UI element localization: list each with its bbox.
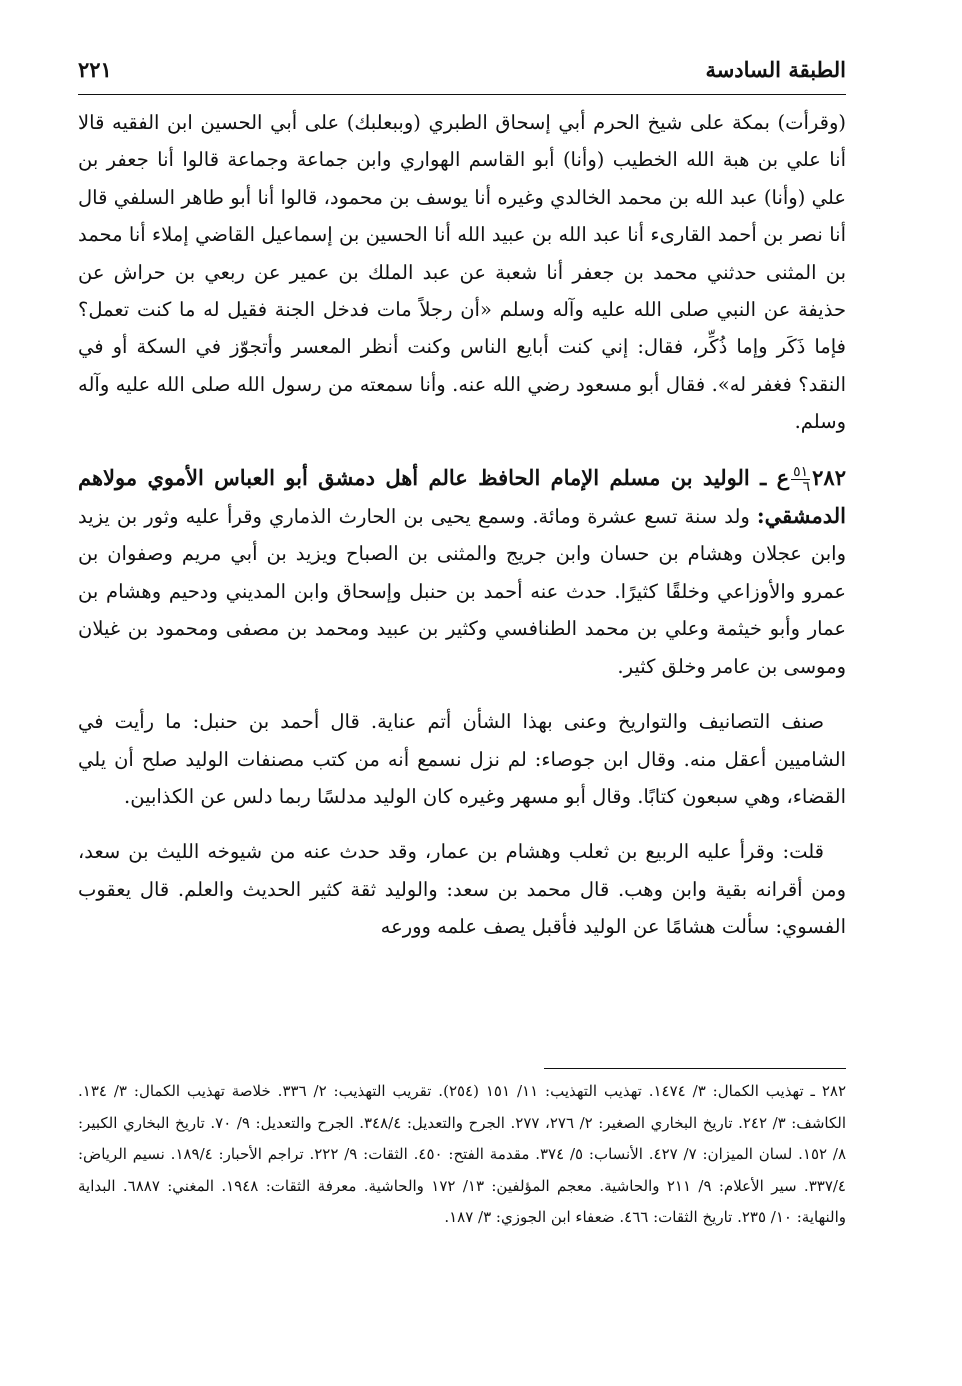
- footnote: [78, 1076, 846, 1234]
- paragraph-entry: [78, 459, 846, 685]
- footnote-divider: [544, 1068, 846, 1069]
- entry-fraction: [791, 465, 810, 494]
- paragraph-works: صنف التصانيف والتواريخ وعنى بهذا الشأن أتم عناية. قال أحمد بن حنبل: ما رأيت في الشاميين أعقل منه. وقال ابن جوصاء: لم نزل نسمع أنه من كتب مصنفات الوليد صلح أن يلي القضاء، وهي سبعون كتابًا. وقال أبو مسهر وغيره كان الوليد مدلسًا ربما دلس عن الكذابين.: [78, 710, 846, 808]
- running-title: الطبقة السادسة: [705, 57, 846, 82]
- entry-text: ولد سنة تسع عشرة ومائة. وسمع يحيى بن الحارث الذماري وقرأ عليه وثور بن يزيد وابن عجلان وهشام بن حسان وابن جريج والمثنى بن الصباح ويزيد بن أبي مريم وصفوان بن عمرو والأوزاعي وخلقًا كثيرًا. حدث عنه أحمد بن حنبل وإسحاق وابن المديني ودحيم وهشام بن عمار وأبو خيثمة وعلي بن محمد الطنافسي وكثير بن عبيد ومحمد بن مصفى ومحمود بن غيلان وموسى بن عامر وخلق كثير.: [78, 505, 846, 678]
- paragraph-note: قلت: وقرأ عليه الربيع بن ثعلب وهشام بن عمار، وقد حدث عنه من شيوخه الليث بن سعد، ومن أقرانه بقية وابن وهب. قال محمد بن سعد: والوليد ثقة كثير الحديث والعلم. قال يعقوب الفسوي: سألت هشامًا عن الوليد فأقبل يصف علمه وورعه: [78, 840, 846, 939]
- footnote-text: ٢٨٢ ـ تهذيب الكمال: ٣/ ١٤٧٤. تهذيب التهذيب: ١١/ ١٥١ (٢٥٤). تقريب التهذيب: ٢/ ٣٣٦. خلاصة تهذيب الكمال: ٣/ ١٣٤. الكاشف: ٣/ ٢٤٢. تاريخ البخاري الصغير: ٢/ ٢٧٦، ٢٧٧. الجرح والتعديل: ٣٤٨/٤. الجرح والتعديل: ٩/ ٧٠. تاريخ البخاري الكبير: ٨/ ١٥٢. لسان الميزان: ٧/ ٤٢٧. الأنساب: ٥/ ٣٧٤. مقدمة الفتح: ٤٥٠. الثقات: ٩/ ٢٢٢. تراجم الأحبار: ١٨٩/٤. نسيم الرياض: ٣٣٧/٤. سير الأعلام: ٩/ ٢١١ والحاشية. معجم المؤلفين: ١٣/ ١٧٢ والحاشية. معرفة الثقات: ١٩٤٨. المغني: ٦٨٨٧. البداية والنهاية: ١٠/ ٢٣٥. تاريخ الثقات: ٤٦٦. ضعفاء ابن الجوزي: ٣/ ١٨٧.: [78, 1082, 847, 1227]
- page-number: ٢٢١: [78, 57, 112, 82]
- fraction-numerator: ٥١: [793, 463, 809, 480]
- entry-heading: ع ـ الوليد بن مسلم الإمام الحافظ عالم أهل دمشق أبو العباس الأموي مولاهم الدمشقي:: [78, 464, 846, 529]
- main-text: [78, 104, 846, 964]
- paragraph-isnad: (وقرأت) بمكة على شيخ الحرم أبي إسحاق الطبري (وببعلبك) على أبي الحسين ابن الفقيه قالا أنا علي بن هبة الله الخطيب (وأنا) أبو القاسم الهواري وابن جماعة وجماعة قالوا أنا جعفر بن علي (وأنا) عبد الله بن محمد الخالدي وغيره أنا يوسف بن محمود، قالوا أنا أبو طاهر السلفي قال أنا نصر بن أحمد القارىء أنا عبد الله بن عبيد الله أنا الحسين بن إسماعيل القاضي إملاء أنا محمد بن المثنى حدثني محمد بن جعفر أنا شعبة عن عبد الملك بن عمير عن ربعي بن حراش عن حذيفة عن النبي صلى الله عليه وآله وسلم «أن رجلاً مات فدخل الجنة فقيل له ما كنت تعمل؟ فإما ذَكَر وإما ذُكِّر، فقال: إني كنت أبايع الناس وكنت أنظر المعسر وأتجوّز في السكة أو في النقد؟ فغفر له». فقال أبو مسعود رضي الله عنه. وأنا سمعته من رسول الله صلى الله عليه وآله وسلم.: [78, 111, 846, 434]
- running-header: [78, 40, 846, 82]
- header-divider: [78, 94, 846, 95]
- fraction-denominator: ٦: [802, 478, 811, 495]
- entry-number: ٢٨٢: [812, 464, 846, 490]
